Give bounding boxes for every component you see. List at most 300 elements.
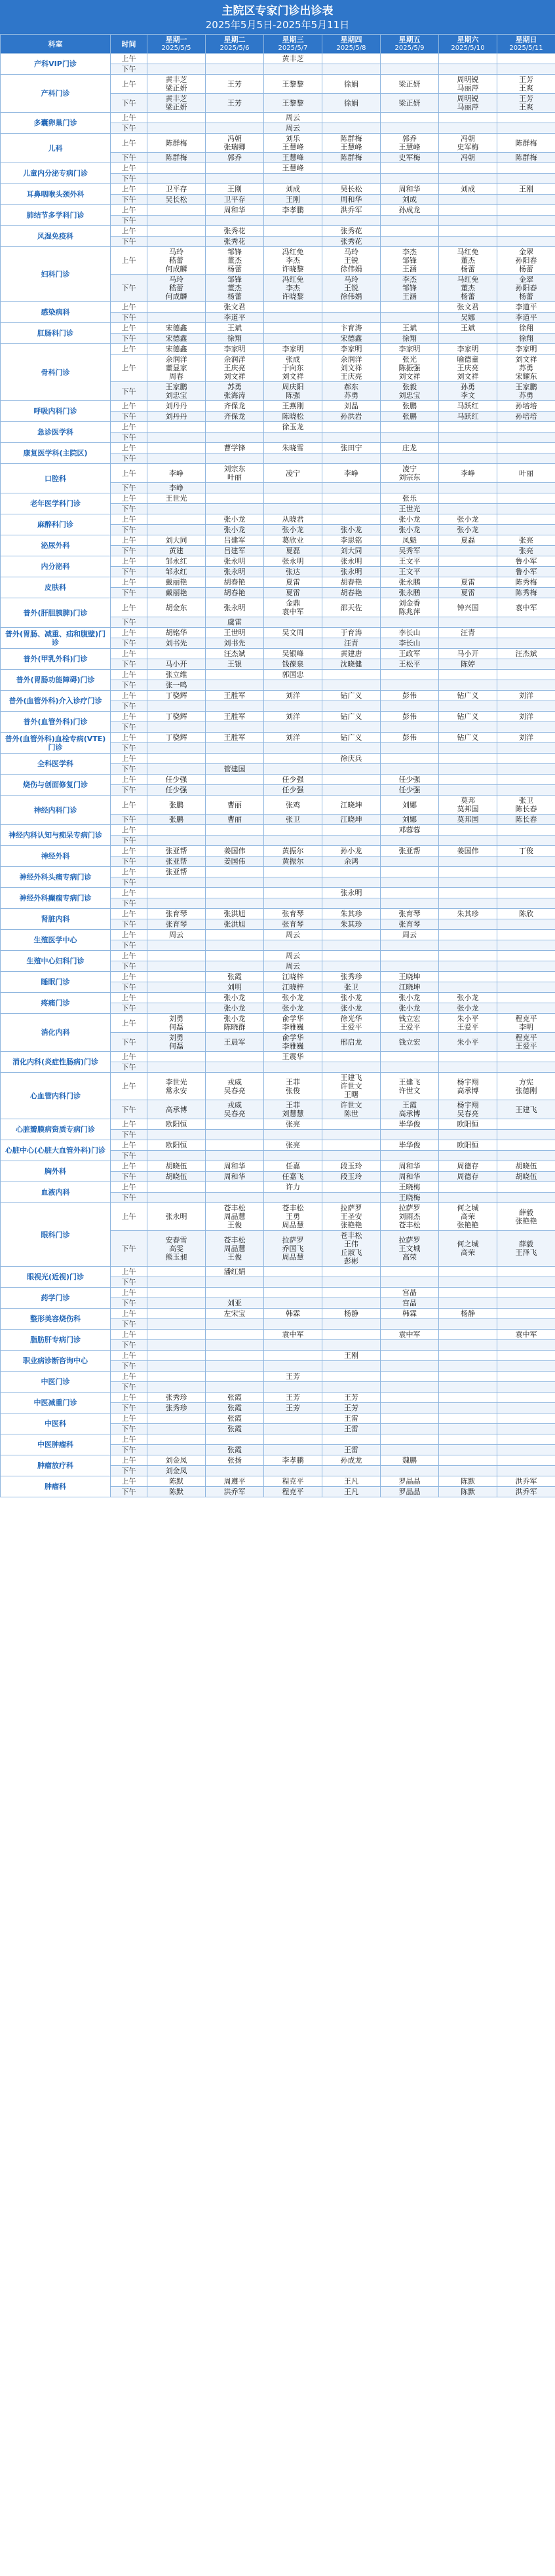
- doctor-cell: [439, 982, 497, 993]
- department-name: 肿瘤放疗科: [1, 1455, 111, 1476]
- doctor-cell: [381, 163, 439, 174]
- schedule-row: [1, 649, 555, 659]
- schedule-row: [1, 825, 555, 836]
- doctor-cell: [322, 567, 381, 577]
- doctor-cell: [322, 856, 381, 867]
- doctor-cell: [439, 355, 497, 382]
- doctor-cell: [439, 433, 497, 443]
- doctor-name: 钱葆泉: [282, 660, 304, 668]
- doctor-cell: [264, 1403, 322, 1413]
- doctor-name: 刘明: [227, 983, 242, 991]
- doctor-name: 王芳: [227, 79, 242, 88]
- doctor-name: 刘娜: [402, 815, 417, 824]
- doctor-cell: [264, 577, 322, 588]
- doctor-cell: [497, 493, 555, 504]
- doctor-name: 周和华: [223, 1172, 246, 1181]
- doctor-cell: [264, 1330, 322, 1340]
- doctor-cell: [264, 1182, 322, 1193]
- doctor-name: 李文: [461, 391, 475, 400]
- doctor-cell: [322, 54, 381, 64]
- doctor-cell: [497, 940, 555, 951]
- doctor-cell: [497, 412, 555, 422]
- doctor-cell: [439, 1319, 497, 1330]
- doctor-cell: [264, 1119, 322, 1130]
- period-label: 下午: [111, 1361, 147, 1372]
- doctor-name: 邹锋: [402, 284, 417, 292]
- doctor-cell: [322, 836, 381, 846]
- doctor-name: 马小开: [457, 649, 479, 658]
- doctor-cell: [264, 184, 322, 195]
- doctor-cell: [322, 412, 381, 422]
- doctor-cell: [206, 1277, 264, 1288]
- doctor-name: 周品慧: [223, 1244, 246, 1253]
- doctor-name: 姜国伟: [223, 847, 246, 855]
- doctor-cell: [497, 344, 555, 355]
- doctor-cell: [497, 1288, 555, 1298]
- doctor-cell: [381, 1052, 439, 1062]
- doctor-cell: [147, 1130, 206, 1140]
- doctor-cell: [206, 54, 264, 64]
- doctor-cell: [439, 930, 497, 940]
- doctor-name: 彭伟: [402, 712, 417, 721]
- doctor-name: 程克平: [282, 1488, 304, 1496]
- doctor-cell: [439, 680, 497, 691]
- department-name: 神经内科认知与痴呆专病门诊: [1, 825, 111, 846]
- period-label: 上午: [111, 355, 147, 382]
- doctor-cell: [322, 1172, 381, 1182]
- doctor-cell: [322, 75, 381, 94]
- doctor-cell: [147, 1382, 206, 1393]
- schedule-row: [1, 247, 555, 275]
- doctor-name: 宋耀东: [515, 372, 537, 381]
- doctor-name: 王爱平: [340, 1023, 362, 1031]
- day-name: 星期一: [165, 35, 187, 44]
- doctor-cell: [322, 712, 381, 722]
- doctor-cell: [381, 493, 439, 504]
- doctor-cell: [147, 993, 206, 1003]
- period-label: 上午: [111, 775, 147, 785]
- doctor-name: 高荣: [402, 1252, 417, 1261]
- doctor-name: 戎威: [227, 1101, 242, 1109]
- doctor-cell: [497, 1193, 555, 1203]
- doctor-name: 朱其珍: [457, 910, 479, 918]
- doctor-cell: [439, 493, 497, 504]
- doctor-cell: [206, 775, 264, 785]
- period-label: 下午: [111, 216, 147, 226]
- doctor-cell: [147, 216, 206, 226]
- doctor-name: 刘丹丹: [165, 412, 187, 421]
- doctor-cell: [206, 796, 264, 815]
- doctor-name: 张卫: [286, 815, 300, 824]
- doctor-name: 徐娟: [344, 79, 358, 88]
- day-date: 2025/5/7: [278, 45, 308, 52]
- doctor-cell: [439, 909, 497, 919]
- doctor-name: 何磊: [169, 1023, 183, 1031]
- doctor-name: 余润洋: [223, 355, 246, 364]
- doctor-name: 朱其珍: [340, 910, 362, 918]
- doctor-name: 虞雷: [227, 618, 242, 626]
- doctor-cell: [439, 1309, 497, 1319]
- doctor-cell: [439, 1403, 497, 1413]
- schedule-row: [1, 1288, 555, 1298]
- doctor-cell: [206, 355, 264, 382]
- period-label: 下午: [111, 617, 147, 628]
- doctor-cell: [322, 659, 381, 670]
- header-dept: 科室: [1, 35, 111, 54]
- schedule-row: [1, 134, 555, 153]
- doctor-name: 苍丰松: [282, 1204, 304, 1212]
- doctor-cell: [497, 313, 555, 323]
- doctor-name: 方宪: [519, 1077, 533, 1086]
- doctor-cell: [439, 649, 497, 659]
- doctor-name: 何磊: [169, 1042, 183, 1050]
- doctor-name: 史军梅: [457, 143, 479, 151]
- doctor-cell: [147, 930, 206, 940]
- doctor-cell: [264, 1372, 322, 1382]
- doctor-cell: [439, 659, 497, 670]
- doctor-cell: [147, 483, 206, 493]
- schedule-row: [1, 556, 555, 567]
- doctor-cell: [147, 961, 206, 972]
- doctor-name: 丁俊: [519, 847, 533, 855]
- doctor-cell: [439, 1073, 497, 1100]
- doctor-cell: [147, 712, 206, 722]
- doctor-cell: [497, 535, 555, 546]
- doctor-name: 薛毅: [519, 1208, 533, 1217]
- doctor-cell: [381, 422, 439, 433]
- period-label: 下午: [111, 313, 147, 323]
- doctor-name: 欧阳恒: [457, 1141, 479, 1149]
- doctor-name: 王芳: [286, 1372, 300, 1381]
- doctor-name: 胡晓伍: [515, 1172, 537, 1181]
- doctor-name: 张小龙: [282, 1004, 304, 1012]
- doctor-cell: [439, 443, 497, 453]
- doctor-name: 于向东: [282, 364, 304, 372]
- doctor-name: 张卫: [344, 983, 358, 991]
- doctor-name: 王慧峰: [282, 143, 304, 151]
- doctor-name: 任少强: [282, 786, 304, 794]
- period-label: 下午: [111, 382, 147, 401]
- doctor-cell: [497, 247, 555, 275]
- doctor-cell: [264, 123, 322, 134]
- period-label: 下午: [111, 659, 147, 670]
- doctor-cell: [322, 1267, 381, 1277]
- doctor-cell: [497, 153, 555, 163]
- doctor-cell: [264, 888, 322, 898]
- doctor-cell: [206, 1014, 264, 1033]
- doctor-name: 张小龙: [340, 526, 362, 534]
- period-label: 上午: [111, 184, 147, 195]
- doctor-cell: [206, 94, 264, 113]
- doctor-name: 徐伟娟: [340, 292, 362, 301]
- doctor-name: 许世文: [340, 1101, 362, 1109]
- doctor-cell: [147, 237, 206, 247]
- doctor-name: 张小龙: [223, 993, 246, 1002]
- period-label: 上午: [111, 1351, 147, 1361]
- doctor-cell: [264, 1466, 322, 1476]
- doctor-name: 王泽飞: [515, 1248, 537, 1257]
- doctor-cell: [264, 1309, 322, 1319]
- doctor-cell: [497, 743, 555, 754]
- doctor-cell: [497, 1298, 555, 1309]
- doctor-cell: [264, 825, 322, 836]
- doctor-cell: [206, 659, 264, 670]
- doctor-name: 丁骁辉: [165, 712, 187, 721]
- doctor-cell: [439, 638, 497, 649]
- period-label: 上午: [111, 1476, 147, 1487]
- doctor-name: 江晓梓: [282, 983, 304, 991]
- doctor-cell: [206, 877, 264, 888]
- doctor-cell: [439, 815, 497, 825]
- doctor-name: 刘勇: [169, 1033, 183, 1042]
- department-name: 睡眠门诊: [1, 972, 111, 993]
- doctor-cell: [497, 422, 555, 433]
- doctor-cell: [264, 701, 322, 712]
- day-name: 星期二: [223, 35, 246, 44]
- period-label: 上午: [111, 930, 147, 940]
- doctor-name: 潘红娟: [223, 1267, 246, 1276]
- doctor-cell: [439, 1014, 497, 1033]
- doctor-cell: [264, 919, 322, 930]
- doctor-cell: [322, 888, 381, 898]
- doctor-cell: [147, 1434, 206, 1445]
- doctor-name: 刘宗东: [223, 465, 246, 473]
- doctor-name: 陈群梅: [165, 153, 187, 162]
- doctor-name: 王世光: [398, 505, 421, 513]
- doctor-name: 刘金凤: [165, 1456, 187, 1465]
- doctor-cell: [381, 972, 439, 982]
- doctor-cell: [147, 1393, 206, 1403]
- doctor-name: 陈晓群: [223, 1023, 246, 1031]
- title-block: [0, 0, 555, 34]
- doctor-name: 徐玉龙: [282, 423, 304, 431]
- doctor-cell: [264, 785, 322, 796]
- doctor-name: 张霞: [227, 1393, 242, 1402]
- doctor-cell: [206, 898, 264, 909]
- doctor-name: 张育琴: [165, 920, 187, 929]
- doctor-cell: [206, 1003, 264, 1014]
- doctor-cell: [206, 1351, 264, 1361]
- doctor-name: 李家明: [282, 345, 304, 353]
- doctor-cell: [206, 401, 264, 412]
- doctor-cell: [497, 1172, 555, 1182]
- doctor-cell: [322, 1151, 381, 1161]
- doctor-cell: [264, 75, 322, 94]
- doctor-name: 李长山: [398, 628, 421, 637]
- doctor-cell: [497, 1413, 555, 1424]
- doctor-cell: [147, 836, 206, 846]
- doctor-cell: [206, 323, 264, 334]
- doctor-cell: [497, 334, 555, 344]
- department-name: 药学门诊: [1, 1288, 111, 1309]
- period-label: 下午: [111, 504, 147, 514]
- doctor-cell: [147, 764, 206, 775]
- period-label: 上午: [111, 846, 147, 856]
- doctor-cell: [147, 1351, 206, 1361]
- doctor-name: 高雯: [169, 1244, 183, 1253]
- doctor-name: 陈群梅: [515, 138, 537, 147]
- department-name: 脂肪肝专病门诊: [1, 1330, 111, 1351]
- doctor-name: 张秀珍: [340, 972, 362, 981]
- doctor-name: 张亮: [519, 536, 533, 545]
- doctor-name: 张鸡: [286, 800, 300, 809]
- doctor-name: 高荣: [461, 1212, 475, 1221]
- doctor-name: 张秀珍: [165, 1404, 187, 1412]
- doctor-cell: [147, 951, 206, 961]
- doctor-cell: [381, 691, 439, 701]
- doctor-name: 任少强: [165, 786, 187, 794]
- doctor-cell: [264, 1062, 322, 1073]
- doctor-cell: [381, 982, 439, 993]
- doctor-cell: [439, 712, 497, 722]
- doctor-name: 王伟: [344, 1240, 358, 1248]
- doctor-cell: [322, 1309, 381, 1319]
- doctor-name: 吴银峰: [282, 649, 304, 658]
- doctor-name: 吴春亮: [223, 1109, 246, 1118]
- doctor-name: 董杰: [461, 284, 475, 292]
- doctor-name: 王刚: [519, 185, 533, 193]
- doctor-cell: [147, 334, 206, 344]
- doctor-cell: [322, 638, 381, 649]
- doctor-name: 张亮: [286, 1120, 300, 1128]
- doctor-name: 刘亚: [227, 1299, 242, 1307]
- doctor-cell: [497, 1455, 555, 1466]
- doctor-name: 徐翔: [227, 334, 242, 343]
- doctor-cell: [497, 174, 555, 184]
- doctor-cell: [439, 1476, 497, 1487]
- doctor-cell: [322, 94, 381, 113]
- doctor-cell: [206, 1073, 264, 1100]
- doctor-cell: [206, 1382, 264, 1393]
- doctor-cell: [439, 1130, 497, 1140]
- doctor-name: 杨蕾: [461, 265, 475, 273]
- doctor-name: 张艳艳: [515, 1216, 537, 1225]
- doctor-name: 莫邦国: [457, 805, 479, 813]
- period-label: 上午: [111, 401, 147, 412]
- period-label: 下午: [111, 195, 147, 205]
- doctor-name: 任少强: [165, 775, 187, 784]
- doctor-cell: [264, 617, 322, 628]
- doctor-name: 宋德鑫: [165, 324, 187, 332]
- department-name: 肺结节多学科门诊: [1, 205, 111, 226]
- doctor-cell: [264, 453, 322, 464]
- doctor-name: 王刚: [286, 195, 300, 204]
- doctor-name: 高承博: [165, 1105, 187, 1114]
- doctor-cell: [264, 247, 322, 275]
- doctor-name: 张达: [286, 567, 300, 576]
- schedule-row: [1, 733, 555, 743]
- doctor-cell: [264, 659, 322, 670]
- doctor-cell: [497, 1487, 555, 1497]
- doctor-name: 拉萨罗: [282, 1235, 304, 1244]
- doctor-cell: [206, 815, 264, 825]
- doctor-cell: [497, 134, 555, 153]
- doctor-cell: [206, 443, 264, 453]
- doctor-name: 丁骁辉: [165, 733, 187, 742]
- doctor-cell: [264, 54, 322, 64]
- doctor-cell: [264, 535, 322, 546]
- doctor-cell: [381, 649, 439, 659]
- doctor-cell: [147, 1487, 206, 1497]
- doctor-cell: [322, 123, 381, 134]
- doctor-cell: [439, 785, 497, 796]
- doctor-name: 黄丰芝: [282, 54, 304, 63]
- doctor-cell: [264, 722, 322, 733]
- period-label: 上午: [111, 1372, 147, 1382]
- doctor-name: 王雷: [344, 1425, 358, 1433]
- doctor-cell: [381, 1466, 439, 1476]
- doctor-cell: [497, 972, 555, 982]
- doctor-name: 刘文祥: [398, 372, 421, 381]
- doctor-cell: [147, 1445, 206, 1455]
- doctor-name: 任嘉: [286, 1162, 300, 1170]
- period-label: 上午: [111, 670, 147, 680]
- department-name: 肾脏内科: [1, 909, 111, 930]
- doctor-cell: [322, 1073, 381, 1100]
- doctor-name: 夏磊: [286, 547, 300, 555]
- doctor-cell: [322, 382, 381, 401]
- doctor-cell: [497, 1130, 555, 1140]
- department-name: 消化内科(炎症性肠病)门诊: [1, 1052, 111, 1073]
- doctor-name: 李道平: [515, 313, 537, 322]
- doctor-cell: [147, 1476, 206, 1487]
- doctor-cell: [322, 1445, 381, 1455]
- doctor-cell: [264, 993, 322, 1003]
- doctor-cell: [264, 504, 322, 514]
- period-label: 下午: [111, 275, 147, 302]
- doctor-name: 张亚帮: [165, 847, 187, 855]
- doctor-cell: [147, 1424, 206, 1434]
- doctor-name: 张小龙: [223, 1004, 246, 1012]
- doctor-name: 周和华: [223, 1162, 246, 1170]
- doctor-name: 王芳: [519, 94, 533, 103]
- doctor-cell: [381, 54, 439, 64]
- doctor-name: 王晨军: [223, 1037, 246, 1047]
- department-name: 中医门诊: [1, 1372, 111, 1393]
- doctor-cell: [381, 1319, 439, 1330]
- doctor-name: 余润洋: [165, 355, 187, 364]
- doctor-cell: [264, 1382, 322, 1393]
- period-label: 上午: [111, 1119, 147, 1130]
- doctor-cell: [147, 785, 206, 796]
- doctor-name: 戎威: [227, 1077, 242, 1086]
- doctor-cell: [322, 909, 381, 919]
- doctor-cell: [439, 64, 497, 75]
- doctor-name: 江晓坤: [340, 800, 362, 809]
- period-label: 下午: [111, 1193, 147, 1203]
- doctor-name: 孙洪岩: [340, 412, 362, 421]
- doctor-name: 嵇蕾: [169, 256, 183, 265]
- doctor-cell: [439, 743, 497, 754]
- schedule-row: [1, 1455, 555, 1466]
- doctor-name: 宋德鑫: [340, 334, 362, 343]
- doctor-cell: [497, 867, 555, 877]
- doctor-cell: [322, 1382, 381, 1393]
- doctor-name: 曹丽: [227, 800, 242, 809]
- doctor-name: 王凡: [344, 1488, 358, 1496]
- doctor-name: 杨静: [344, 1309, 358, 1318]
- doctor-cell: [206, 846, 264, 856]
- doctor-cell: [497, 712, 555, 722]
- doctor-name: 曹丽: [227, 815, 242, 824]
- doctor-cell: [439, 302, 497, 313]
- doctor-name: 刘大同: [165, 536, 187, 545]
- department-name: 中医减重门诊: [1, 1393, 111, 1413]
- period-label: 上午: [111, 514, 147, 525]
- doctor-name: 金翠: [519, 275, 533, 284]
- schedule-row: [1, 930, 555, 940]
- doctor-name: 钱立宏: [398, 1037, 421, 1047]
